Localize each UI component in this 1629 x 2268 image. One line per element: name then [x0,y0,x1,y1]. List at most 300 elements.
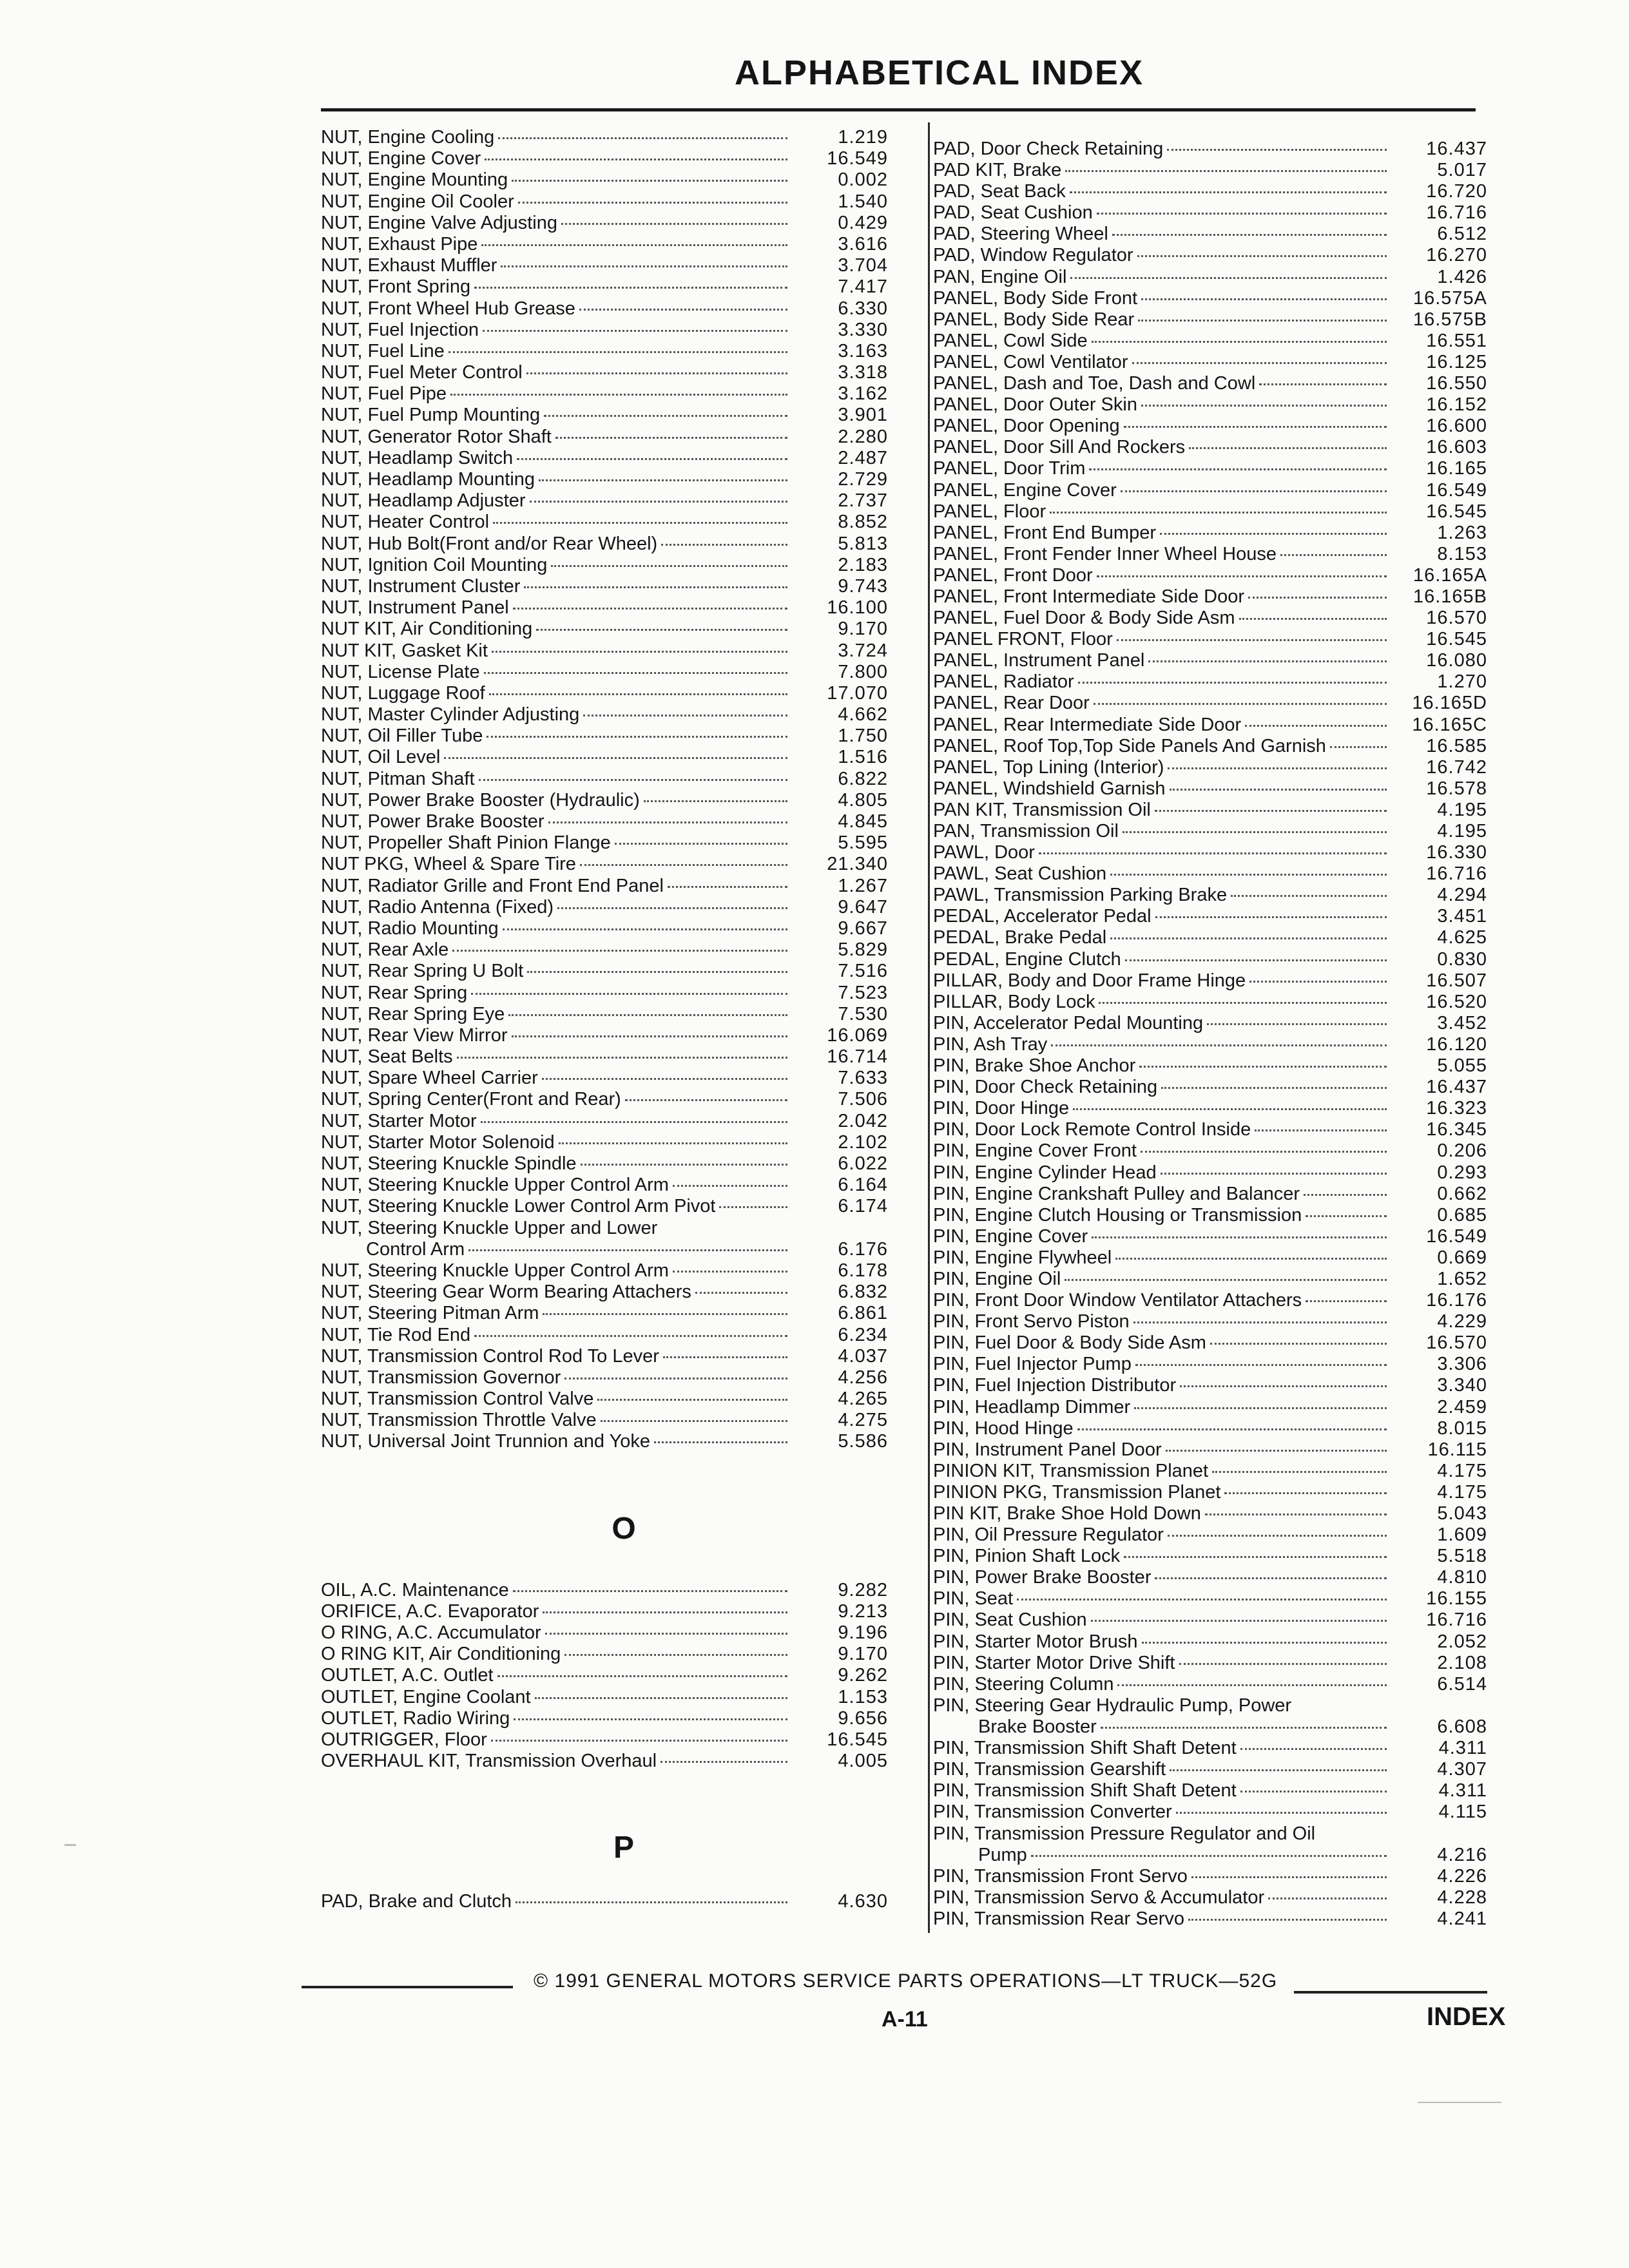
index-entry [933,1802,1487,1823]
entry-label: PIN, Transmission Rear Servo [933,1908,1185,1929]
entry-page: 16.545 [1426,501,1487,522]
entry-page: 16.551 [1426,330,1487,351]
entry-page: 6.164 [838,1175,888,1196]
entry-page: 0.830 [1437,948,1487,970]
entry-page: 5.055 [1437,1055,1487,1077]
entry-label: PANEL, Dash and Toe, Dash and Cowl [933,373,1256,394]
right-list-3 [933,1866,1487,1930]
index-entry [321,1751,888,1772]
entry-label: PIN, Engine Flywheel [933,1247,1112,1268]
entry-label: PAD, Seat Back [933,181,1066,202]
index-entry [933,1887,1487,1908]
entry-label: NUT, License Plate [321,661,480,682]
dot-leader [518,202,787,204]
dot-leader [1139,1066,1387,1068]
entry-page: 4.195 [1437,821,1487,841]
entry-label: PAD, Seat Cushion [933,202,1093,224]
index-entry [933,1908,1487,1930]
entry-label: PIN, Engine Clutch Housing or Transmission [933,1204,1302,1225]
page-title: ALPHABETICAL INDEX [735,53,1144,92]
entry-page: 16.549 [1426,479,1487,501]
dot-leader [1078,682,1387,684]
dot-leader [1268,1898,1387,1899]
index-entry [321,961,888,982]
entry-page: 16.716 [1426,1610,1487,1631]
index-entry [321,148,888,169]
index-entry [321,683,888,704]
entry-page: 4.662 [838,704,888,726]
dot-leader [481,244,787,246]
entry-page: 3.616 [838,233,888,255]
index-entry [321,1196,888,1217]
entry-page: 4.275 [838,1410,888,1431]
dot-leader [1097,575,1387,577]
entry-label: PANEL, Body Side Rear [933,309,1135,330]
dot-leader [673,1185,787,1187]
entry-page: 16.069 [827,1024,888,1046]
index-entry [933,1780,1487,1802]
entry-page: 16.120 [1426,1033,1487,1055]
dot-leader [557,907,787,909]
index-entry [933,1674,1487,1695]
index-entry [321,555,888,576]
dot-leader [493,522,787,524]
entry-page: 16.165C [1412,714,1487,735]
entry-page: 16.545 [1426,629,1487,650]
index-entry [933,1546,1487,1567]
entry-page: 16.100 [827,597,888,619]
dot-leader [1249,981,1387,983]
entry-label: PIN, Engine Cover Front [933,1140,1137,1162]
dot-leader [1099,1002,1387,1004]
index-entry [933,800,1487,821]
footer-rule-right [1294,1991,1487,1994]
dot-leader [492,651,787,653]
entry-label: NUT, Transmission Throttle Valve [321,1410,597,1431]
dot-leader [452,950,787,952]
entry-page: 16.507 [1426,970,1487,991]
dot-leader [1124,426,1387,428]
dot-leader [501,265,787,267]
dot-leader [513,608,787,610]
dot-leader [512,180,787,182]
entry-label: PANEL, Front End Bumper [933,522,1157,543]
index-entry [321,490,888,512]
entry-label: NUT, Rear Spring Eye [321,1003,505,1024]
entry-page: 6.176 [838,1238,888,1260]
entry-label: NUT, Propeller Shaft Pinion Flange [321,832,611,854]
entry-label: NUT, Steering Knuckle Upper Control Arm [321,1175,669,1196]
entry-page: 2.459 [1437,1396,1487,1418]
dot-leader [1248,597,1387,599]
entry-page: 7.530 [838,1003,888,1024]
entry-page: 16.125 [1426,351,1487,372]
entry-page: 1.652 [1437,1268,1487,1289]
entry-label: NUT, Front Wheel Hub Grease [321,298,575,319]
dot-leader [1065,170,1387,172]
entry-page: 1.516 [838,747,888,768]
index-entry [933,1354,1487,1375]
index-entry [933,1226,1487,1247]
index-entry [321,127,888,148]
index-entry [933,1759,1487,1780]
index-entry [933,1461,1487,1482]
index-entry [321,1431,888,1452]
index-entry [321,1025,888,1046]
entry-label: PIN, Starter Motor Brush [933,1631,1138,1652]
dot-leader [1092,1236,1387,1238]
entry-page: 16.716 [1426,863,1487,885]
entry-page: 3.318 [838,362,888,383]
entry-page: 7.506 [838,1089,888,1110]
index-entry [933,1397,1487,1418]
index-entry [933,885,1487,906]
dot-leader [559,1142,787,1144]
index-entry [321,1089,888,1110]
entry-page: 16.520 [1426,991,1487,1012]
entry-label: PIN, Seat [933,1588,1014,1610]
entry-label: NUT, Starter Motor Solenoid [321,1131,555,1153]
dot-leader [543,1313,787,1315]
entry-page: 8.153 [1437,543,1487,564]
index-entry [933,416,1487,437]
entry-label: NUT, Steering Knuckle Upper Control Arm [321,1260,669,1281]
entry-page: 0.662 [1437,1183,1487,1204]
entry-label: NUT, Luggage Roof [321,682,485,704]
dot-leader [581,1164,787,1166]
left-list-n2 [321,1260,888,1453]
dot-leader [1224,1492,1387,1494]
dot-leader [1065,1279,1387,1281]
index-entry-continuation [321,1239,888,1260]
index-entry [933,224,1487,245]
entry-page: 16.575A [1412,287,1487,309]
index-entry [321,234,888,255]
dot-leader [1123,831,1387,833]
index-entry [321,790,888,811]
entry-label: NUT, Instrument Panel [321,597,509,619]
index-entry [321,876,888,897]
right-list-1 [933,139,1487,1716]
entry-page: 7.516 [838,961,888,982]
dot-leader [535,1697,787,1699]
entry-label: PAWL, Seat Cushion [933,863,1107,885]
entry-label: PIN, Transmission Converter [933,1802,1172,1823]
index-entry [933,352,1487,373]
dot-leader [1134,1407,1387,1409]
left-list-n [321,127,888,1239]
entry-page: 5.595 [838,832,888,854]
entry-label: NUT, Steering Knuckle Lower Control Arm Pivot [321,1196,716,1217]
index-entry [933,1077,1487,1098]
index-entry [933,1738,1487,1759]
dot-leader [1231,895,1387,897]
entry-page: 0.206 [1437,1140,1487,1162]
index-entry [321,1218,888,1239]
index-entry [321,298,888,320]
entry-label: NUT, Spring Center(Front and Rear) [321,1089,621,1110]
index-entry [933,949,1487,970]
dot-leader [555,437,787,439]
entry-page: 16.176 [1426,1290,1487,1311]
index-entry [321,362,888,383]
entry-page: 16.600 [1426,416,1487,437]
entry-page: 1.540 [838,191,888,212]
right-column [933,139,1487,1930]
entry-label: NUT KIT, Air Conditioning [321,619,533,640]
entry-label: PIN, Door Check Retaining [933,1077,1158,1098]
entry-label: NUT, Pitman Shaft [321,768,475,789]
index-entry [933,1439,1487,1461]
index-entry [933,160,1487,181]
dot-leader [1155,810,1387,812]
entry-label: PIN KIT, Brake Shoe Hold Down [933,1503,1201,1524]
entry-label: NUT, Headlamp Switch [321,447,514,468]
index-entry [321,341,888,362]
index-entry [321,276,888,298]
index-entry [933,1140,1487,1162]
entry-page: 2.042 [838,1110,888,1131]
entry-label: PINION KIT, Transmission Planet [933,1460,1209,1481]
entry-page: 6.330 [838,298,888,319]
entry-page: 4.810 [1437,1567,1487,1588]
entry-label: PIN, Transmission Front Servo [933,1865,1188,1887]
index-entry [321,1325,888,1346]
entry-label: PIN, Instrument Panel Door [933,1439,1162,1460]
index-entry [321,1046,888,1068]
index-entry [933,1866,1487,1887]
entry-page: 4.256 [838,1367,888,1388]
entry-page: 1.153 [838,1686,888,1707]
entry-page: 17.070 [827,682,888,704]
dot-leader [468,1249,787,1251]
entry-page: 16.720 [1426,181,1487,202]
entry-label: PIN, Transmission Pressure Regulator and Oil [933,1823,1316,1844]
index-entry [321,1708,888,1729]
entry-label: Pump [978,1844,1027,1865]
dot-leader [561,223,787,225]
entry-page: 4.294 [1437,885,1487,906]
index-entry [933,394,1487,416]
entry-label: PIN, Engine Oil [933,1268,1061,1289]
dot-leader [1207,1023,1387,1025]
entry-page: 3.162 [838,383,888,405]
entry-label: NUT, Headlamp Adjuster [321,490,526,512]
index-entry [321,255,888,276]
entry-page: 6.608 [1437,1716,1487,1737]
index-entry [933,821,1487,842]
index-entry [933,267,1487,288]
index-entry [933,608,1487,629]
index-entry [321,1260,888,1282]
entry-page: 9.743 [838,575,888,597]
entry-label: PANEL, Rear Intermediate Side Door [933,714,1242,735]
dot-leader [497,1675,787,1677]
entry-label: OUTLET, A.C. Outlet [321,1665,494,1686]
index-entry [933,1205,1487,1226]
index-entry [321,1175,888,1196]
index-entry [933,1631,1487,1653]
dot-leader [564,1378,787,1379]
index-entry [933,906,1487,927]
dot-leader [1070,191,1387,193]
index-entry [933,757,1487,778]
dot-leader [1176,1812,1387,1814]
dot-leader [580,864,787,866]
entry-page: 2.737 [838,490,888,512]
index-entry [933,927,1487,948]
dot-leader [1245,725,1387,727]
entry-label: PANEL, Floor [933,501,1046,522]
entry-label: NUT, Oil Filler Tube [321,726,483,747]
dot-leader [1191,1876,1387,1878]
entry-label: PIN, Transmission Gearshift [933,1759,1166,1780]
entry-label: PIN, Fuel Injector Pump [933,1354,1132,1375]
dot-leader [1112,234,1387,236]
dot-leader [479,779,787,781]
index-entry [933,1503,1487,1524]
index-entry [933,1588,1487,1610]
dot-leader [471,993,787,995]
entry-label: NUT, Exhaust Muffler [321,255,497,276]
dot-leader [695,1292,787,1294]
entry-label: NUT, Hub Bolt(Front and/or Rear Wheel) [321,533,658,554]
dot-leader [1039,852,1387,854]
entry-page: 6.822 [838,768,888,789]
dot-leader [583,715,787,716]
index-entry [321,1644,888,1665]
entry-label: PIN, Fuel Injection Distributor [933,1375,1177,1396]
left-column [321,127,888,1913]
entry-label: NUT, Engine Cooling [321,127,495,148]
entry-page: 6.234 [838,1324,888,1345]
dot-leader [487,736,787,738]
entry-label: NUT KIT, Gasket Kit [321,640,488,661]
dot-leader [527,971,787,973]
entry-label: PILLAR, Body and Door Frame Hinge [933,970,1246,991]
dot-leader [1161,1087,1387,1089]
dot-leader [1205,1514,1387,1515]
index-entry [933,970,1487,992]
entry-page: 3.306 [1437,1354,1487,1375]
index-entry [321,939,888,961]
entry-label: Brake Booster [978,1716,1097,1737]
entry-label: NUT, Fuel Line [321,340,445,361]
dot-leader [673,1271,787,1273]
entry-label: PANEL FRONT, Floor [933,629,1113,650]
title-rule [321,108,1476,111]
entry-page: 3.163 [838,340,888,361]
entry-page: 3.452 [1437,1012,1487,1033]
entry-page: 16.716 [1426,202,1487,224]
entry-page: 16.437 [1426,1077,1487,1098]
index-entry [933,1290,1487,1311]
index-entry-continuation [933,1845,1487,1866]
entry-label: PEDAL, Accelerator Pedal [933,906,1152,927]
entry-page: 4.311 [1438,1780,1487,1802]
index-entry [933,373,1487,394]
index-entry [321,918,888,939]
dot-leader [498,137,787,139]
index-entry [321,1068,888,1089]
entry-label: NUT, Engine Valve Adjusting [321,212,558,233]
entry-label: PIN, Power Brake Booster [933,1567,1152,1588]
index-entry [321,512,888,533]
entry-label: NUT, Fuel Pump Mounting [321,405,541,426]
entry-page: 4.037 [838,1345,888,1367]
entry-page: 6.512 [1437,224,1487,245]
dot-leader [1240,1791,1387,1792]
entry-label: NUT, Transmission Governor [321,1367,561,1388]
entry-page: 2.108 [1437,1652,1487,1673]
entry-label: NUT, Spare Wheel Carrier [321,1068,538,1089]
dot-leader [1180,1385,1387,1387]
dot-leader [1050,512,1387,514]
index-entry [321,747,888,768]
entry-label: NUT, Engine Cover [321,148,481,169]
index-entry [933,736,1487,757]
index-entry [933,1653,1487,1674]
entry-page: 6.861 [838,1303,888,1324]
dot-leader [1280,554,1387,556]
column-divider [928,122,930,1933]
entry-label: NUT, Transmission Control Valve [321,1389,594,1410]
index-entry [321,1282,888,1303]
dot-leader [508,1014,787,1016]
entry-label: NUT, Tie Rod End [321,1324,471,1345]
dot-leader [1239,618,1387,620]
dot-leader [1212,1471,1387,1473]
entry-page: 3.451 [1437,906,1487,927]
dot-leader [1124,1556,1387,1558]
entry-label: PANEL, Rear Door [933,693,1090,714]
footer-copyright: © 1991 GENERAL MOTORS SERVICE PARTS OPERATIONS—LT TRUCK—52G [534,1970,1278,1992]
index-entry [321,619,888,640]
entry-page: 1.426 [1437,266,1487,287]
entry-page: 4.805 [838,789,888,811]
entry-page: 4.228 [1437,1887,1487,1908]
entry-page: 1.270 [1437,671,1487,693]
entry-label: NUT, Seat Belts [321,1046,453,1068]
entry-label: PANEL, Front Intermediate Side Door [933,586,1245,607]
dot-leader [1148,660,1387,662]
dot-leader [1117,639,1387,641]
index-entry [933,1610,1487,1631]
index-entry [933,693,1487,714]
index-entry [933,586,1487,608]
entry-page: 9.196 [838,1622,888,1643]
dot-leader [444,757,787,759]
index-entry [933,1311,1487,1332]
dot-leader [1051,1044,1387,1046]
entry-label: PILLAR, Body Lock [933,991,1095,1012]
dot-leader [663,1356,787,1358]
index-entry [321,1132,888,1153]
index-entry [933,992,1487,1013]
entry-label: PIN, Engine Crankshaft Pulley and Balancer [933,1183,1300,1204]
entry-label: PANEL, Windshield Garnish [933,778,1166,799]
index-entry [321,169,888,191]
dot-leader [457,1057,787,1059]
dot-leader [1179,1663,1387,1665]
entry-label: PIN, Oil Pressure Regulator [933,1524,1164,1546]
entry-page: 0.429 [838,212,888,233]
entry-label: PEDAL, Engine Clutch [933,948,1121,970]
entry-label: PIN, Steering Column [933,1673,1114,1695]
entry-label: PANEL, Door Outer Skin [933,394,1137,416]
entry-label: NUT, Master Cylinder Adjusting [321,704,580,726]
entry-page: 16.550 [1426,373,1487,394]
